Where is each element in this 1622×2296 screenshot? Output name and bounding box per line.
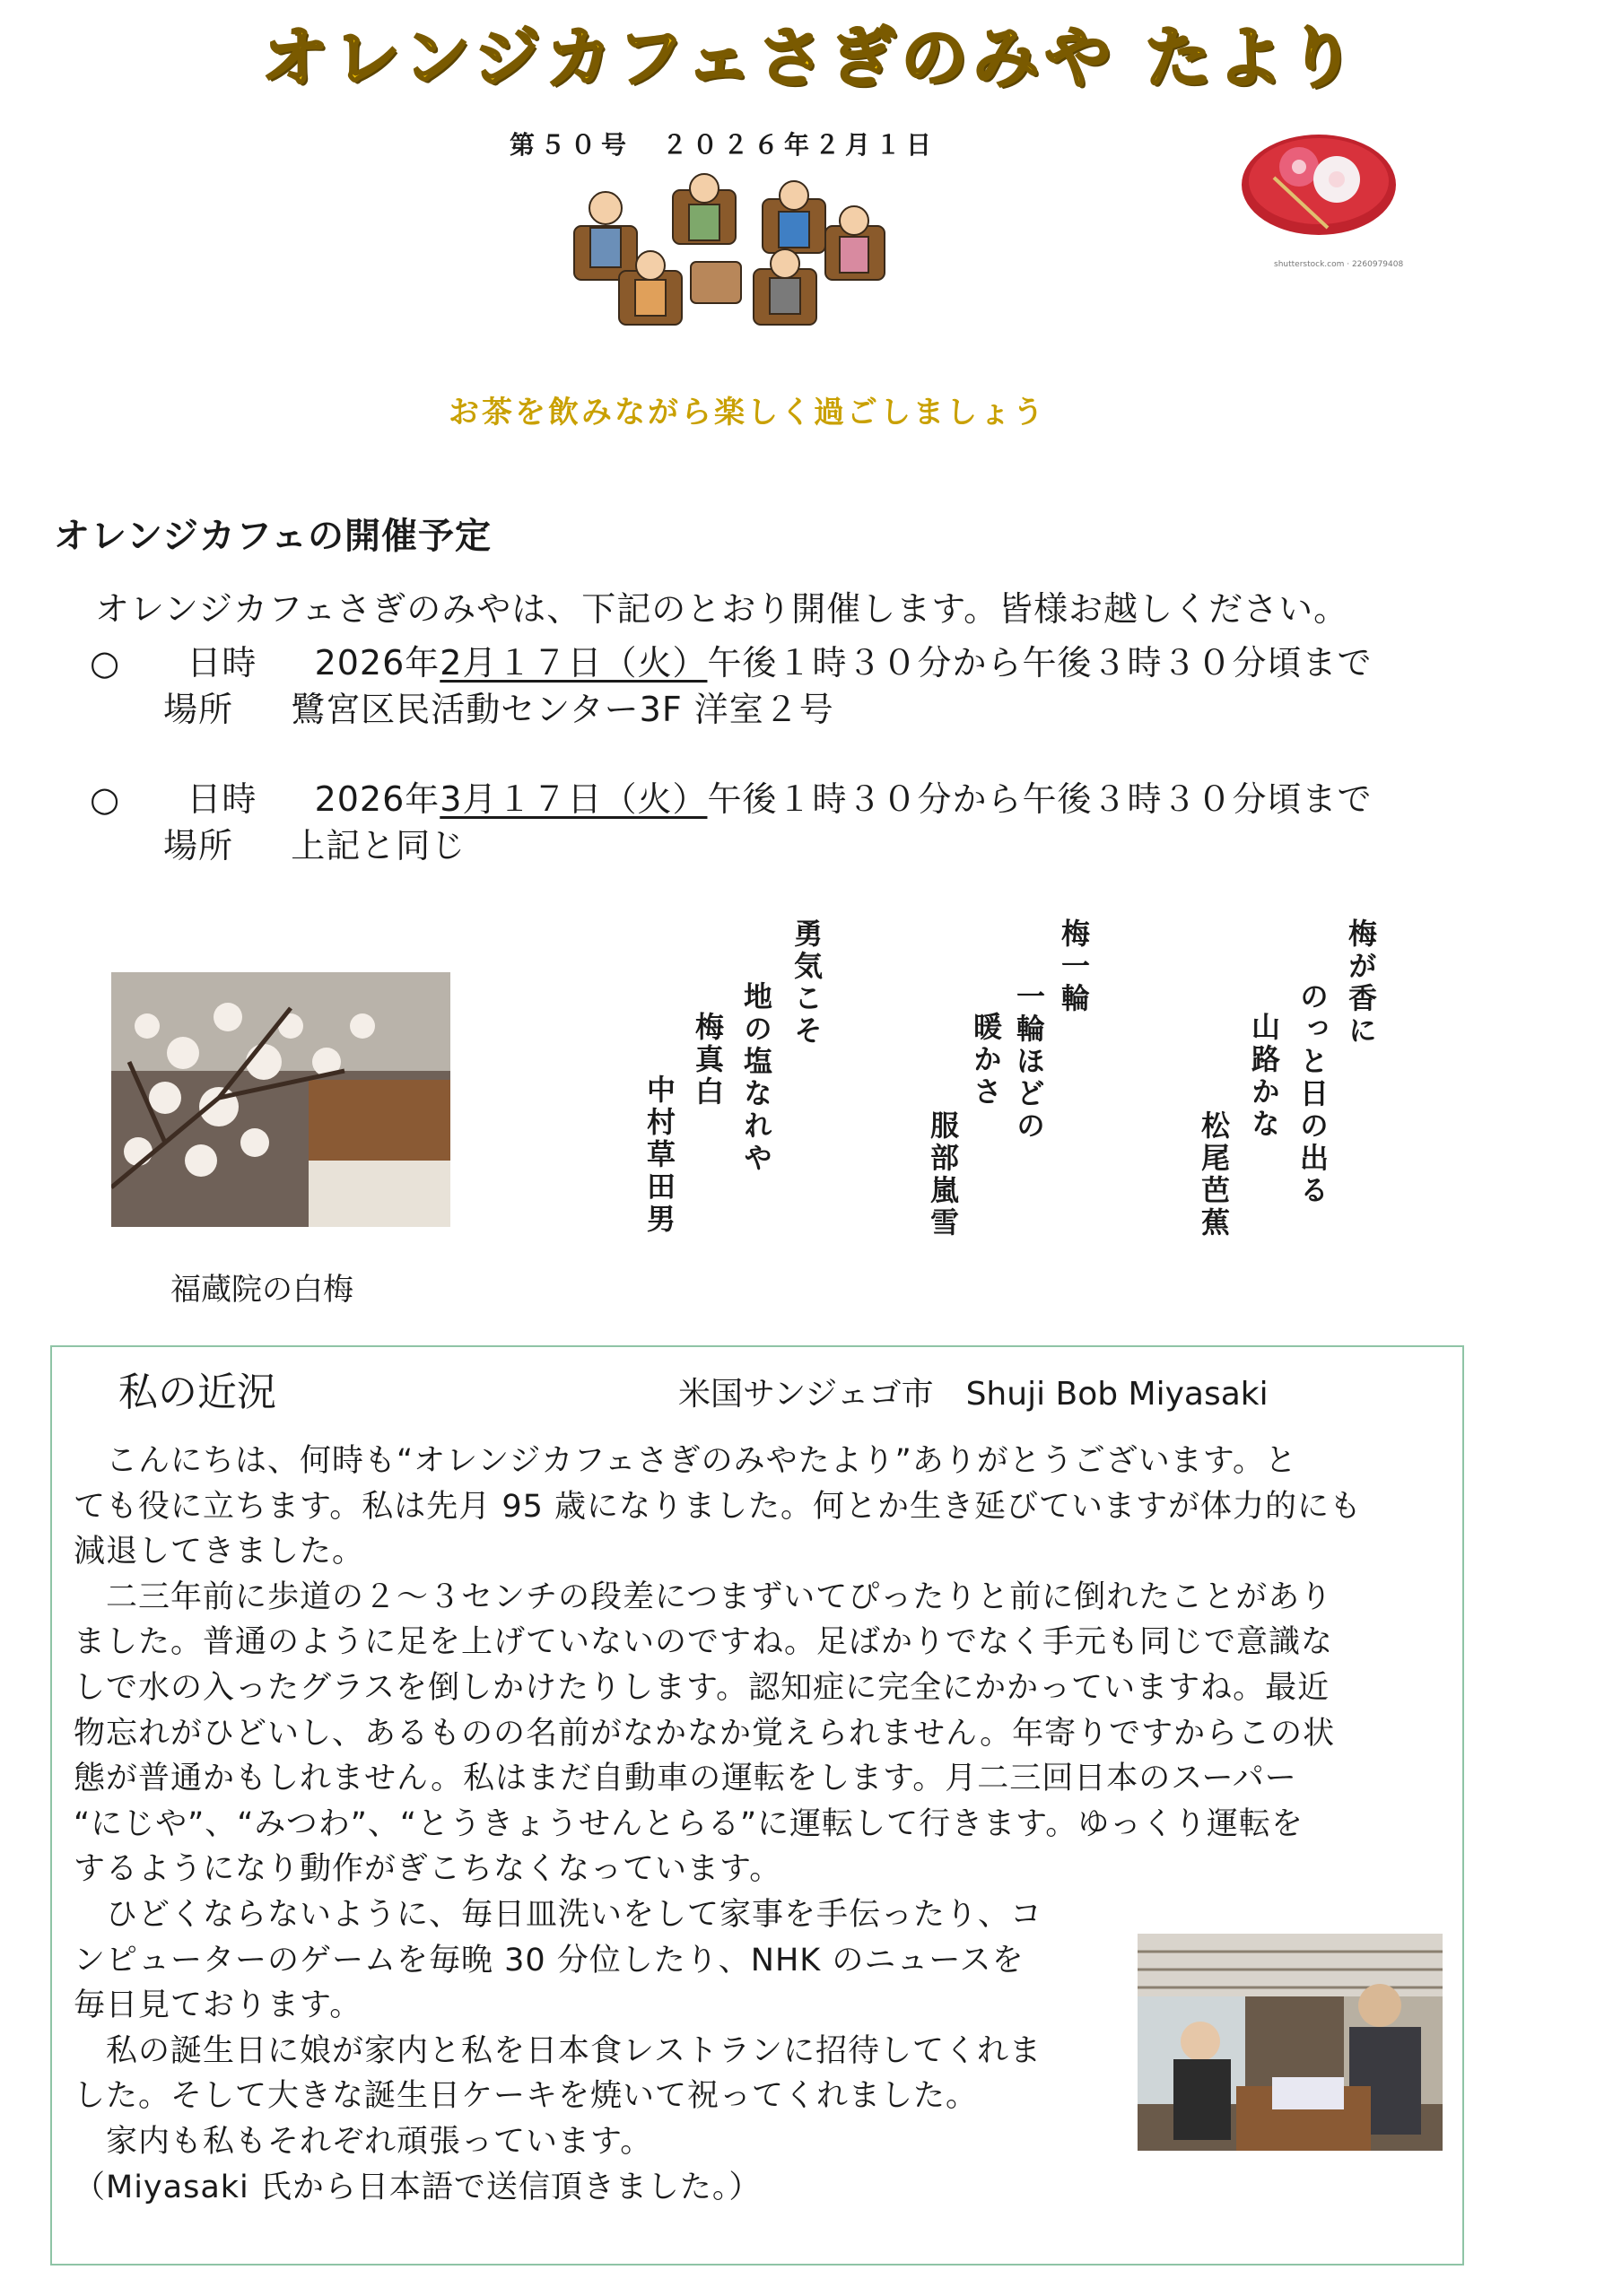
date-day: 2月１７日（火） xyxy=(440,643,708,683)
haiku-1-author: 松尾芭蕉 xyxy=(1197,1110,1231,1239)
place-label: 場所 xyxy=(163,690,234,729)
restaurant-photo xyxy=(1138,1934,1443,2151)
haiku-1-line-1: 梅が香に xyxy=(1344,918,1378,1048)
haiku-3-line-2: 地の塩なれや xyxy=(739,981,773,1175)
letter-line: ンピューターのゲームを毎晩 30 分位したり、NHK のニュースを xyxy=(74,1942,1025,1979)
letter-line: ました。普通のように足を上げていないのですね。足ばかりでなく手元も同じで意識な xyxy=(74,1624,1334,1661)
schedule-entry-1-place xyxy=(163,682,834,731)
bullet: ○ xyxy=(90,643,121,683)
haiku-1-line-3: 山路かな xyxy=(1247,1012,1281,1141)
haiku-2-author: 服部嵐雪 xyxy=(926,1110,960,1239)
date-year: 2026年 xyxy=(314,643,440,683)
place-value: 上記と同じ xyxy=(291,826,467,865)
letter-line: 家内も私もそれぞれ頑張っています。 xyxy=(74,2123,653,2160)
letter-author: 米国サンジェゴ市 Shuji Bob Miyasaki xyxy=(678,1376,1269,1413)
letter-title: 私の近況 xyxy=(118,1370,276,1415)
haiku-1-line-2: のっと日の出る xyxy=(1295,981,1330,1207)
schedule-intro: オレンジカフェさぎのみやは、下記のとおり開催します。皆様お越しください。 xyxy=(95,589,1349,629)
issue-date: 第５０号 ２０２６年２月１日 xyxy=(510,130,937,160)
illustration-credit: shutterstock.com · 2260979408 xyxy=(1274,260,1404,269)
time-range: 午後１時３０分から午後３時３０分頃まで xyxy=(707,643,1373,683)
letter-line: 減退してきました。 xyxy=(74,1534,365,1570)
plum-blossom-photo xyxy=(111,972,450,1227)
date-label: 日時 xyxy=(187,779,257,819)
schedule-entry-2-place xyxy=(163,818,466,867)
letter-line: 物忘れがひどいし、あるものの名前がなかなか覚えられません。年寄りですからこの状 xyxy=(74,1715,1336,1752)
date-label: 日時 xyxy=(187,643,257,683)
schedule-entry-2-date xyxy=(90,771,1372,821)
letter-line: （Miyasaki 氏から日本語で送信頂きました。） xyxy=(74,2169,762,2205)
date-year: 2026年 xyxy=(314,779,440,819)
letter-line: 態が普通かもしれません。私はまだ自動車の運転をします。月二三回日本のスーパー xyxy=(74,1761,1297,1797)
haiku-2-line-2: 一輪ほどの xyxy=(1012,981,1046,1143)
wagashi-illustration xyxy=(1238,115,1400,240)
date-day: 3月１７日（火） xyxy=(440,779,708,819)
letter-line: 私の誕生日に娘が家内と私を日本食レストランに招待してくれま xyxy=(74,2032,1042,2069)
haiku-2-line-3: 暖かさ xyxy=(969,1012,1003,1109)
haiku-3-line-1: 勇気こそ xyxy=(789,918,824,1048)
people-illustration xyxy=(565,172,888,332)
haiku-2-line-1: 梅一輪 xyxy=(1057,918,1091,1015)
photo-caption: 福蔵院の白梅 xyxy=(170,1272,353,1308)
tagline: お茶を飲みながら楽しく過ごしましょう xyxy=(449,395,1046,430)
haiku-3-author: 中村草田男 xyxy=(642,1074,676,1236)
place-label: 場所 xyxy=(163,826,234,865)
letter-line: ても役に立ちます。私は先月 95 歳になりました。何とか生き延びていますが体力的にも xyxy=(74,1488,1362,1525)
haiku-3-line-3: 梅真白 xyxy=(691,1012,725,1109)
letter-line: “にじや”、“みつわ”、“とうきょうせんとらる”に運転して行きます。ゆっくり運転を xyxy=(74,1805,1304,1842)
letter-line: 二三年前に歩道の２～３センチの段差につまずいてぴったりと前に倒れたことがあり xyxy=(74,1578,1333,1615)
time-range: 午後１時３０分から午後３時３０分頃まで xyxy=(707,779,1373,819)
schedule-heading: オレンジカフェの開催予定 xyxy=(54,516,492,557)
letter-line: した。そして大きな誕生日ケーキを焼いて祝ってくれました。 xyxy=(74,2078,979,2115)
bullet: ○ xyxy=(90,779,121,819)
letter-line: しで水の入ったグラスを倒しかけたりします。認知症に完全にかかっていますね。最近 xyxy=(74,1669,1330,1706)
letter-line: するようになり動作がぎこちなくなっています。 xyxy=(74,1851,782,1888)
letter-line: ひどくならないように、毎日皿洗いをして家事を手伝ったり、コ xyxy=(74,1896,1043,1933)
schedule-entry-1-date xyxy=(90,635,1372,684)
newsletter-title: オレンジカフェさぎのみや たより xyxy=(261,20,1361,97)
letter-line: こんにちは、何時も“オレンジカフェさぎのみやたより”ありがとうございます。と xyxy=(74,1443,1297,1479)
letter-line: 毎日見ております。 xyxy=(74,1987,362,2024)
place-value: 鷺宮区民活動センター3F 洋室２号 xyxy=(291,690,834,729)
